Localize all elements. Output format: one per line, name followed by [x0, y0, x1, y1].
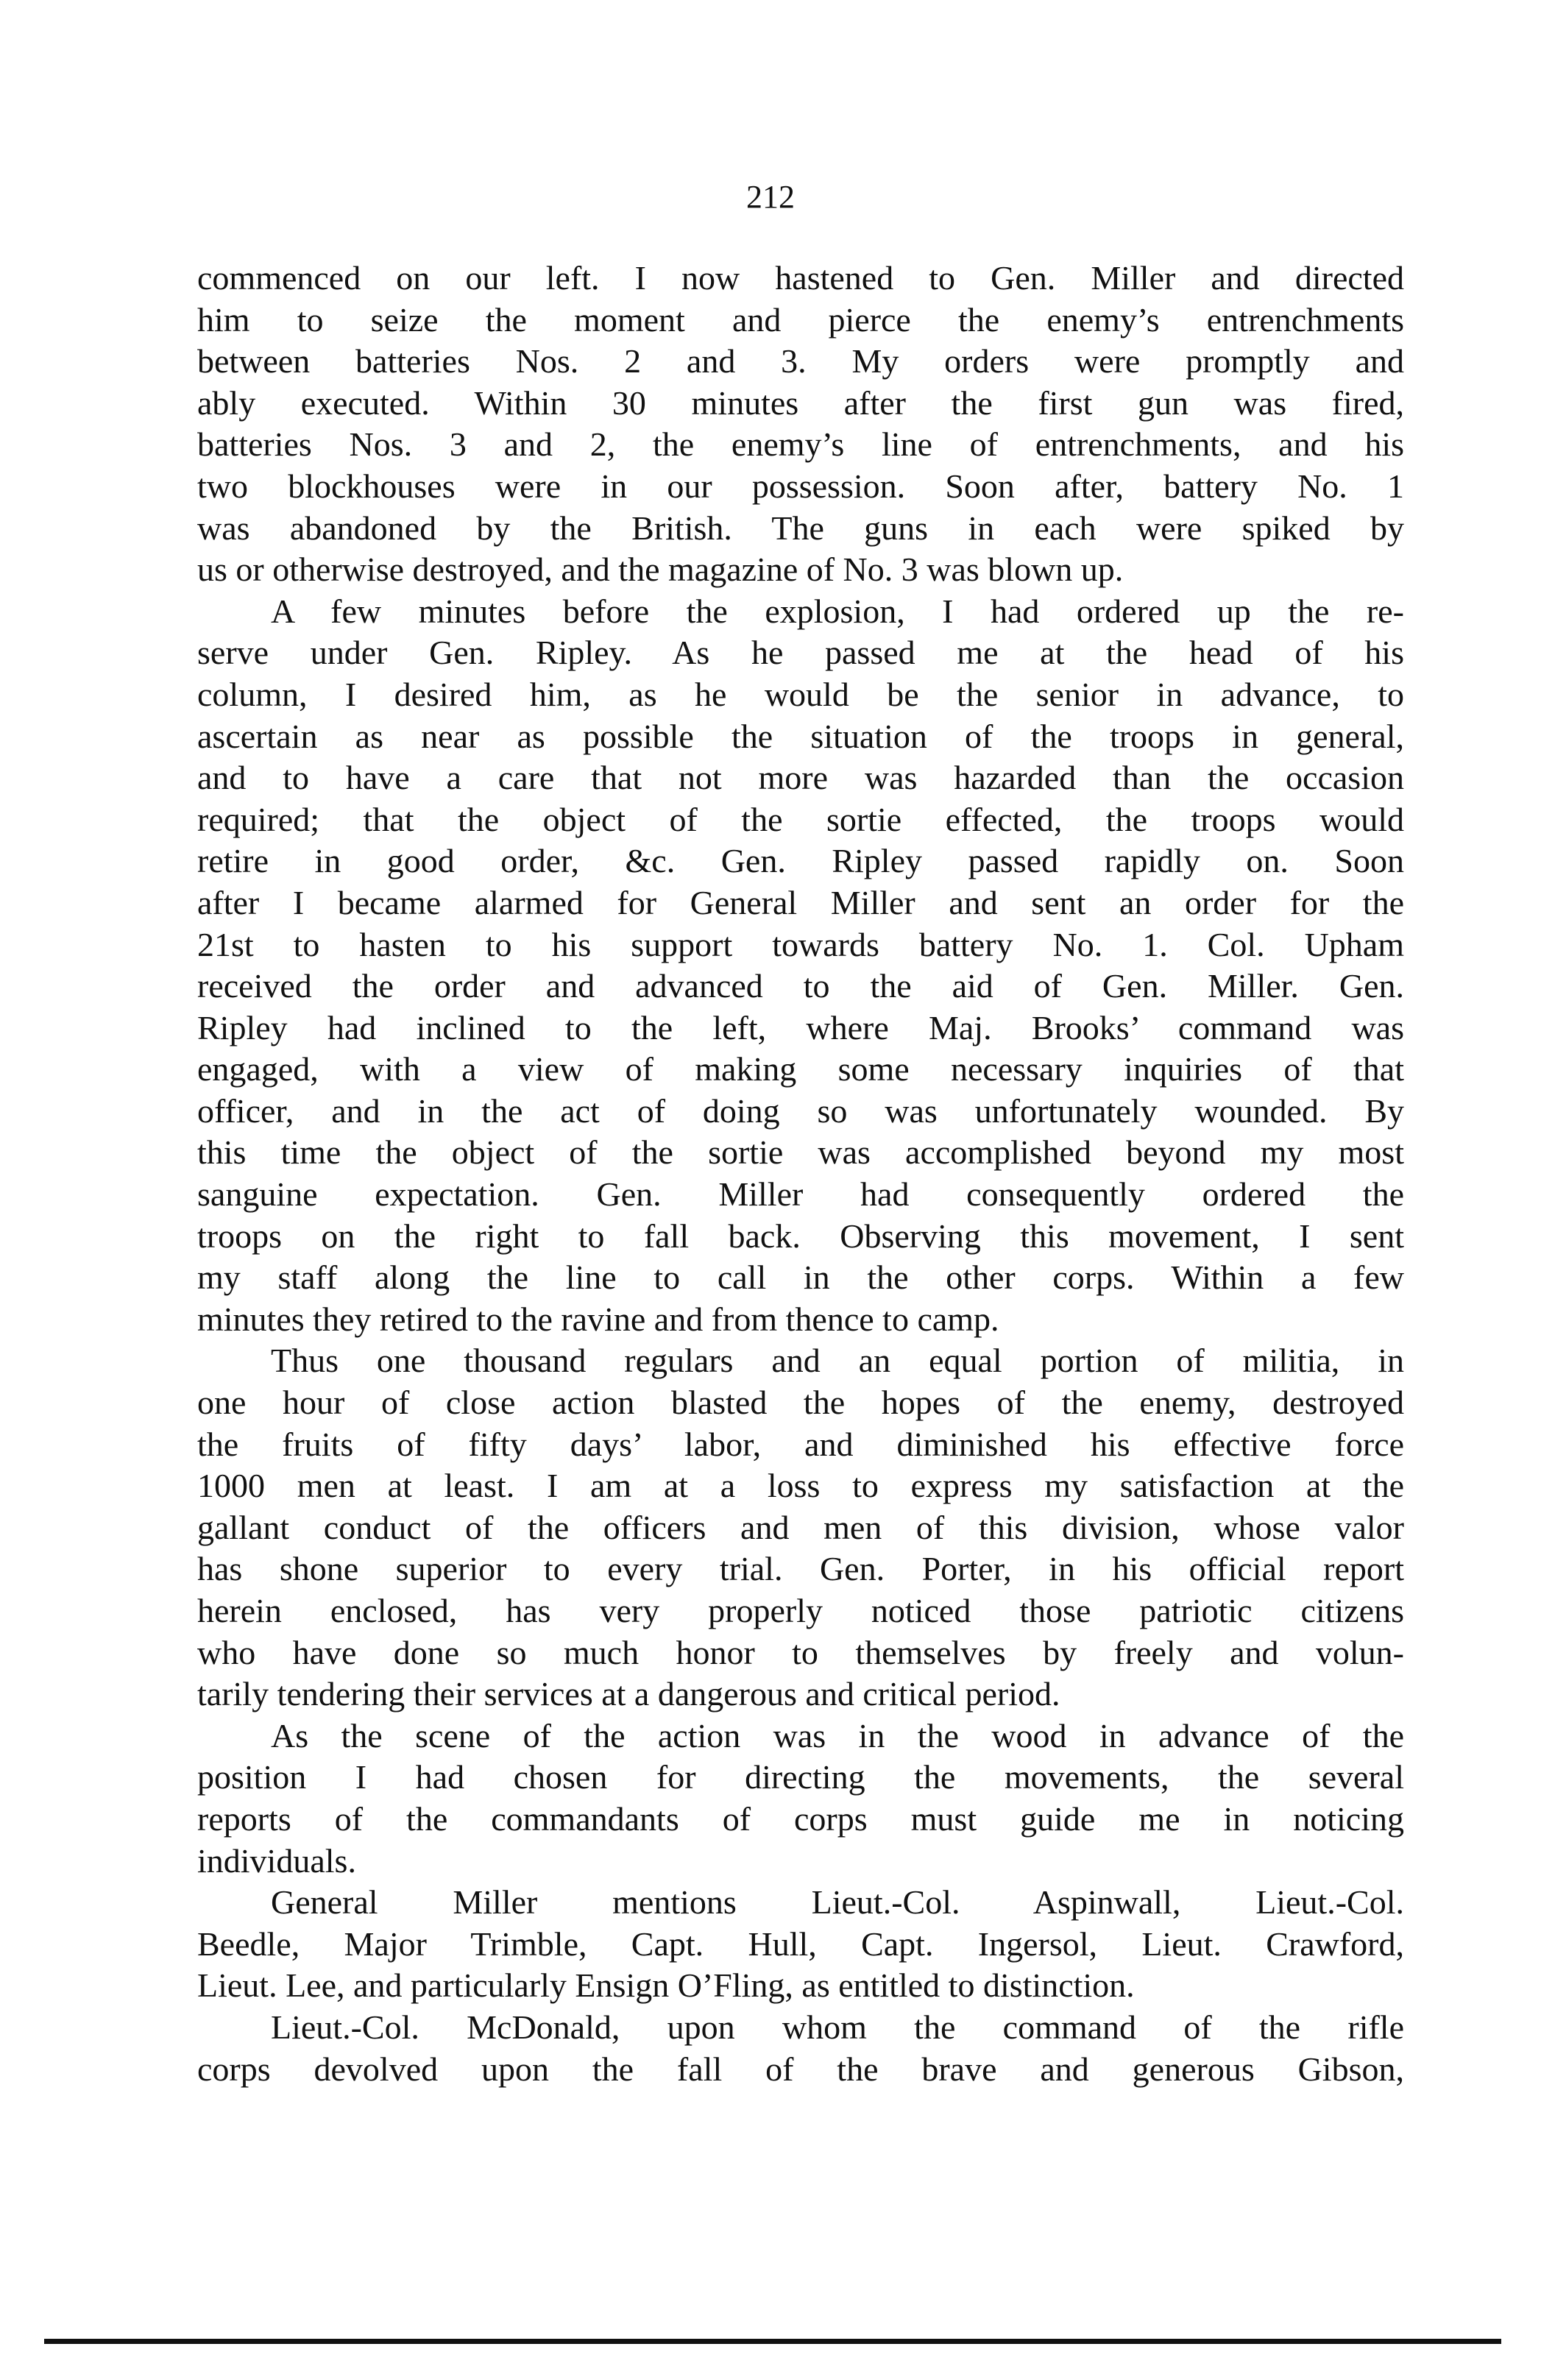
text-line: the fruits of fifty days’ labor, and diminished his effective force: [197, 1425, 1404, 1463]
text-line: column, I desired him, as he would be the senior in advance, to: [197, 675, 1404, 713]
text-line: after I became alarmed for General Miller and sent an order for the: [197, 883, 1404, 921]
text-line: this time the object of the sortie was accomplished beyond my most: [197, 1133, 1404, 1172]
text-line: has shone superior to every trial. Gen. Porter, in his official report: [197, 1550, 1404, 1588]
text-line: commenced on our left. I now hastened to Gen. Miller and directed: [197, 259, 1404, 297]
text-line: ascertain as near as possible the situation of the troops in general,: [197, 717, 1404, 755]
text-line: Beedle, Major Trimble, Capt. Hull, Capt. Ingersol, Lieut. Crawford,: [197, 1924, 1404, 1963]
text-line: herein enclosed, has very properly noticed those patriotic citizens: [197, 1592, 1404, 1629]
text-line: gallant conduct of the officers and men of this division, whose valor: [197, 1508, 1404, 1546]
text-line: individuals.: [197, 1841, 356, 1880]
text-line: A few minutes before the explosion, I had ordered up the re-: [271, 592, 1404, 630]
text-line: him to seize the moment and pierce the enemy’s entrenchments: [197, 300, 1404, 339]
text-line: troops on the right to fall back. Observing this movement, I sent: [197, 1216, 1404, 1255]
text-line: Lieut. Lee, and particularly Ensign O’Fling, as entitled to distinction.: [197, 1966, 1135, 2005]
text-line: required; that the object of the sortie effected, the troops would: [197, 800, 1404, 838]
text-line: reports of the commandants of corps must guide me in noticing: [197, 1799, 1404, 1838]
text-line: retire in good order, &c. Gen. Ripley passed rapidly on. Soon: [197, 842, 1404, 880]
text-line: us or otherwise destroyed, and the magazine of No. 3 was blown up.: [197, 550, 1124, 589]
text-line: 1000 men at least. I am at a loss to express my satisfaction at the: [197, 1467, 1404, 1505]
text-line: Thus one thousand regulars and an equal portion of militia, in: [271, 1342, 1404, 1380]
text-line: serve under Gen. Ripley. As he passed me at the head of his: [197, 634, 1404, 672]
bottom-rule: [44, 2339, 1501, 2344]
text-line: 21st to hasten to his support towards battery No. 1. Col. Upham: [197, 925, 1404, 963]
text-line: corps devolved upon the fall of the brave and generous Gibson,: [197, 2050, 1404, 2088]
text-line: between batteries Nos. 2 and 3. My orders were promptly and: [197, 342, 1404, 380]
text-line: was abandoned by the British. The guns in each were spiked by: [197, 509, 1404, 547]
text-line: and to have a care that not more was hazarded than the occasion: [197, 759, 1404, 797]
text-line: who have done so much honor to themselves by freely and volun-: [197, 1633, 1404, 1671]
body-text: [197, 258, 1404, 2090]
text-line: Lieut.-Col. McDonald, upon whom the command of the rifle: [271, 2008, 1404, 2046]
text-line: officer, and in the act of doing so was unfortunately wounded. By: [197, 1091, 1404, 1130]
text-line: tarily tendering their services at a dangerous and critical period.: [197, 1675, 1060, 1713]
text-line: engaged, with a view of making some necessary inquiries of that: [197, 1050, 1404, 1088]
text-line: one hour of close action blasted the hopes of the enemy, destroyed: [197, 1384, 1404, 1422]
text-line: General Miller mentions Lieut.-Col. Aspinwall, Lieut.-Col.: [271, 1883, 1404, 1922]
text-line: minutes they retired to the ravine and from thence to camp.: [197, 1300, 999, 1338]
text-line: received the order and advanced to the aid of Gen. Miller. Gen.: [197, 967, 1404, 1005]
text-line: two blockhouses were in our possession. Soon after, battery No. 1: [197, 467, 1404, 505]
text-line: position I had chosen for directing the movements, the several: [197, 1758, 1404, 1796]
text-line: sanguine expectation. Gen. Miller had consequently ordered the: [197, 1175, 1404, 1214]
page-number: 212: [746, 179, 795, 215]
text-line: my staff along the line to call in the other corps. Within a few: [197, 1258, 1404, 1297]
text-line: Ripley had inclined to the left, where Maj. Brooks’ command was: [197, 1008, 1404, 1046]
text-line: ably executed. Within 30 minutes after the first gun was fired,: [197, 383, 1404, 422]
text-line: batteries Nos. 3 and 2, the enemy’s line of entrenchments, and his: [197, 425, 1404, 464]
text-line: As the scene of the action was in the wood in advance of the: [271, 1716, 1404, 1754]
